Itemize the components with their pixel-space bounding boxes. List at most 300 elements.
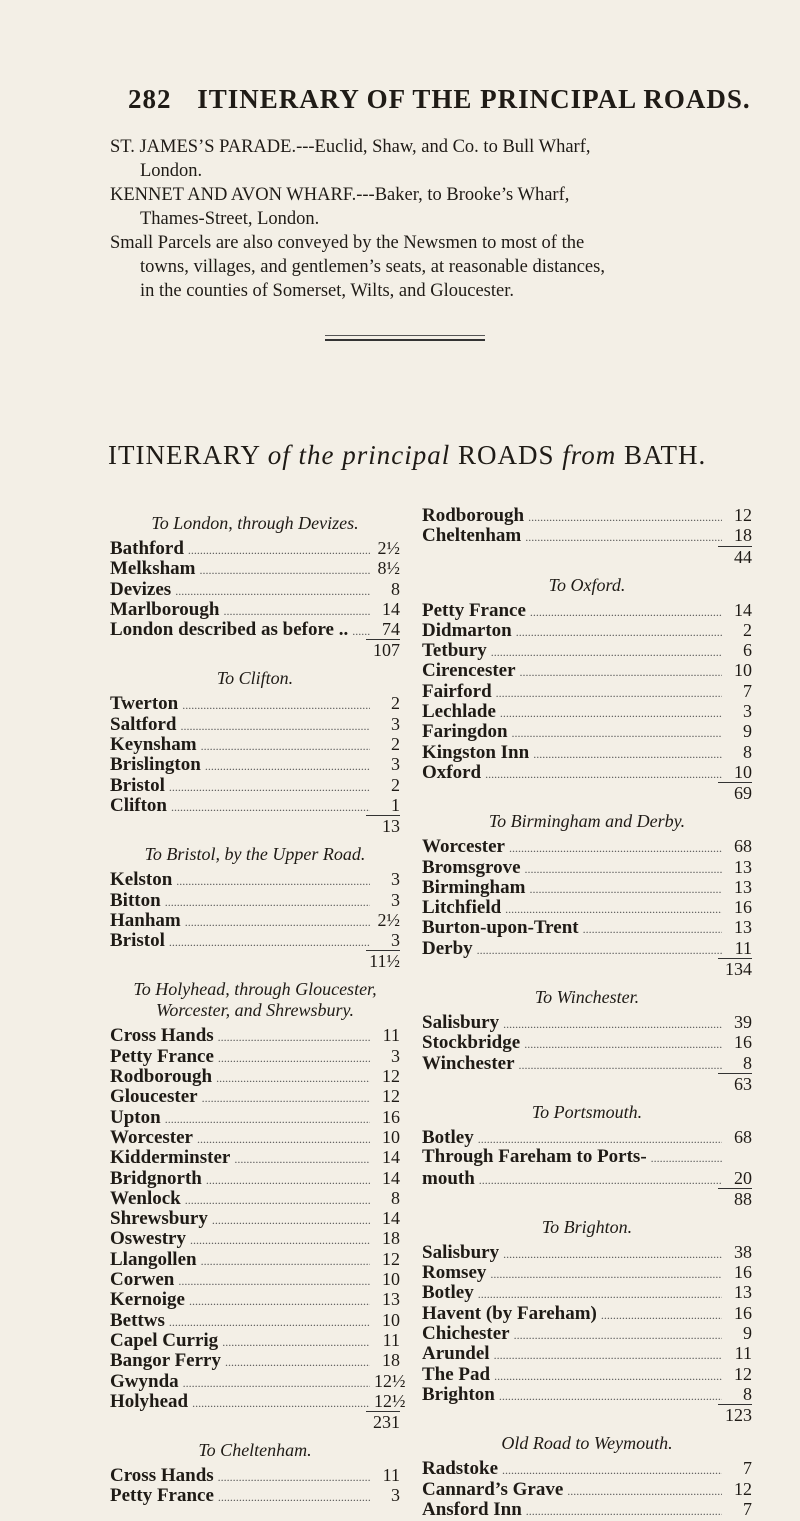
route-stage-row: [422, 1458, 752, 1478]
miles-value: 20: [734, 1167, 752, 1188]
miles-value: 14: [734, 599, 752, 620]
leader-dots: [490, 1264, 722, 1284]
route-stage-row: [110, 1086, 400, 1106]
leader-dots: [169, 1312, 370, 1332]
miles-value: 16: [382, 1106, 400, 1127]
route-stage-row: [422, 1168, 752, 1188]
route-stage-row: [422, 660, 752, 680]
place-name: Shrewsbury: [110, 1208, 208, 1230]
leader-dots: [216, 1068, 370, 1088]
route-stage-row: [422, 917, 752, 937]
leader-dots: [178, 1271, 370, 1291]
miles-value: 16: [734, 1262, 752, 1283]
route-stage-row: [422, 1384, 752, 1404]
place-name: Cirencester: [422, 660, 516, 682]
miles-value: 2: [391, 734, 400, 755]
place-name: Holyhead: [110, 1390, 189, 1412]
miles-value: 14: [382, 1167, 400, 1188]
route-stage-row: [422, 836, 752, 856]
route-stage-row: [110, 754, 400, 774]
leader-dots: [192, 1393, 370, 1413]
place-name: Upton: [110, 1106, 161, 1128]
route-stage-row: [422, 1343, 752, 1363]
place-name: Bristol: [110, 774, 165, 796]
place-name: Rodborough: [422, 505, 525, 526]
route-title: To Cheltenham.: [198, 1440, 312, 1461]
route-stage-row: [110, 619, 400, 639]
leader-dots: [181, 716, 371, 736]
route-stage-row: [110, 869, 400, 889]
miles-value: 10: [734, 761, 752, 782]
place-name: Tetbury: [422, 640, 487, 662]
place-name: Worcester: [110, 1126, 193, 1148]
route-stage-row: [422, 1364, 752, 1384]
leader-dots: [169, 777, 370, 797]
leader-dots: [182, 695, 370, 715]
leader-dots: [234, 1149, 370, 1169]
miles-value: 13: [734, 856, 752, 877]
miles-value: 18: [734, 525, 752, 546]
route-title: To Winchester.: [534, 987, 640, 1008]
route-total: 107: [366, 639, 400, 660]
leader-dots: [496, 683, 722, 703]
leader-dots: [171, 797, 370, 817]
leader-dots: [494, 1366, 722, 1386]
route-title: To Holyhead, through Gloucester, Worcester, and Shrewsbury.: [133, 979, 377, 1021]
miles-value: 13: [734, 917, 752, 938]
miles-value: 2: [391, 774, 400, 795]
route-stage-row: [422, 701, 752, 721]
leader-dots: [516, 622, 722, 642]
title-italic: of the principal: [267, 440, 451, 470]
route-total-row: [422, 782, 752, 803]
place-name: Salisbury: [422, 1241, 500, 1263]
route-stage-row: [110, 599, 400, 619]
place-name: Oswestry: [110, 1228, 186, 1250]
notice-line: towns, villages, and gentlemen’s seats, at reasonable distances,: [140, 257, 605, 277]
route-stage-row: [422, 721, 752, 741]
route-title: To London, through Devizes.: [151, 513, 359, 533]
notices: [110, 135, 750, 303]
leader-dots: [218, 1487, 370, 1507]
miles-value: 13: [382, 1289, 400, 1310]
place-name: Didmarton: [422, 619, 512, 641]
miles-value: 3: [391, 754, 400, 775]
route-stage-row: [110, 1127, 400, 1147]
route-stage-row: [110, 1269, 400, 1289]
place-name: Botley: [422, 1282, 474, 1304]
place-name: Gwynda: [110, 1370, 179, 1392]
leader-dots: [485, 764, 722, 784]
leader-dots: [169, 932, 370, 952]
miles-value: 7: [743, 1498, 752, 1519]
miles-value: 3: [391, 1485, 400, 1506]
route-stage-row: [422, 1479, 752, 1499]
place-name: Saltford: [110, 713, 177, 735]
leader-dots: [478, 1284, 722, 1304]
place-name: Wenlock: [110, 1187, 181, 1209]
route-stage-row: [422, 620, 752, 640]
route-stage-row: [110, 558, 400, 578]
place-name: Petty France: [110, 1045, 214, 1067]
route-stage-row: [422, 1242, 752, 1262]
route-stage-row: [422, 877, 752, 897]
miles-value: 8: [391, 1187, 400, 1208]
place-name: Melksham: [110, 558, 196, 580]
place-name: Kidderminster: [110, 1147, 231, 1169]
leader-dots: [601, 1305, 722, 1325]
route-stage-row: [110, 1066, 400, 1086]
place-name: Radstoke: [422, 1458, 499, 1480]
leader-dots: [525, 527, 722, 547]
place-name: Brighton: [422, 1383, 495, 1405]
place-name: Worcester: [422, 836, 505, 858]
title-place: BATH.: [624, 440, 707, 470]
place-name: Salisbury: [422, 1012, 500, 1034]
leader-dots: [503, 1244, 722, 1264]
route-stage-row: [422, 742, 752, 762]
route-stage-row: [110, 1310, 400, 1330]
notice-line: KENNET AND AVON WHARF.---Baker, to Brooke’s Wharf,: [110, 185, 570, 205]
leader-dots: [176, 871, 370, 891]
route-stage-row: [422, 505, 752, 525]
miles-value: 10: [382, 1309, 400, 1330]
notice-kennet-avon: [110, 183, 750, 231]
miles-value: 3: [743, 701, 752, 722]
leader-dots: [225, 1352, 370, 1372]
leader-dots: [205, 756, 370, 776]
route-stage-row: [110, 1289, 400, 1309]
miles-value: 12: [734, 505, 752, 525]
place-name: Cannard’s Grave: [422, 1478, 564, 1500]
route-title: To Portsmouth.: [531, 1101, 643, 1122]
miles-value: 2: [391, 693, 400, 714]
route-stage-row: [110, 1147, 400, 1167]
route-stage-row: [110, 1188, 400, 1208]
left-column: [110, 505, 406, 1507]
right-column: [422, 505, 752, 1519]
leader-dots: [567, 1481, 722, 1501]
notice-st-james: [110, 135, 750, 183]
route-total: 69: [718, 782, 752, 803]
route-stage-row: [110, 1390, 406, 1412]
place-name: Hanham: [110, 909, 181, 931]
miles-value: 2½: [377, 909, 400, 930]
leader-dots: [525, 859, 722, 879]
route-title: Old Road to Weymouth.: [501, 1433, 673, 1454]
route-total-row: [110, 950, 400, 971]
miles-value: 8: [391, 578, 400, 599]
place-name: Devizes: [110, 578, 172, 600]
leader-dots: [212, 1210, 370, 1230]
route-total-row: [110, 1411, 400, 1432]
route-stage-row: [110, 538, 400, 558]
leader-dots: [503, 1014, 722, 1034]
route-stage-row: [110, 910, 400, 930]
page-number: 282: [128, 84, 172, 114]
leader-dots: [202, 1088, 370, 1108]
leader-dots: [583, 919, 722, 939]
leader-dots: [218, 1048, 370, 1068]
miles-value: 11: [382, 1465, 400, 1486]
miles-value: 6: [743, 640, 752, 661]
title-word: ITINERARY: [108, 440, 260, 470]
place-name: Bristol: [110, 930, 165, 952]
miles-value: 39: [734, 1012, 752, 1033]
route-stage-row: [110, 1208, 400, 1228]
leader-dots: [223, 601, 370, 621]
leader-dots: [189, 1291, 370, 1311]
route-stage-row: [422, 897, 752, 917]
route-total-row: [110, 639, 400, 660]
miles-value: 12½: [374, 1370, 406, 1391]
route-stage-row: [422, 681, 752, 701]
leader-dots: [201, 1251, 370, 1271]
place-name: Burton-upon-Trent: [422, 917, 579, 939]
miles-value: 3: [391, 930, 400, 951]
route-total: 123: [718, 1404, 752, 1425]
route-stage-row: [422, 762, 752, 782]
notice-line: ST. JAMES’S PARADE.---Euclid, Shaw, and Co. to Bull Wharf,: [110, 137, 591, 157]
route-stage-row: [110, 693, 400, 713]
place-name: Faringdon: [422, 721, 508, 743]
route-stage-row: [422, 1282, 752, 1302]
place-name: Bitton: [110, 889, 161, 911]
itinerary-title: [108, 440, 768, 471]
route-stage-row: [110, 1025, 400, 1045]
miles-value: 3: [391, 1045, 400, 1066]
miles-value: 12: [382, 1086, 400, 1107]
leader-dots: [500, 703, 722, 723]
place-name: The Pad: [422, 1363, 491, 1385]
miles-value: 1: [391, 794, 400, 815]
miles-value: 12½: [374, 1390, 406, 1411]
place-name: London described as before ..: [110, 619, 349, 641]
miles-value: 13: [734, 876, 752, 897]
place-name: Ansford Inn: [422, 1498, 522, 1520]
place-name: Marlborough: [110, 598, 220, 620]
place-name: Winchester: [422, 1052, 515, 1074]
place-name: Llangollen: [110, 1248, 197, 1270]
route-total: 88: [718, 1188, 752, 1209]
place-name: Cross Hands: [110, 1025, 214, 1047]
route-stage-row: [110, 1168, 400, 1188]
miles-value: 10: [734, 660, 752, 681]
leader-dots: [520, 662, 722, 682]
leader-dots: [499, 1386, 722, 1406]
route-stage-row: [110, 1350, 400, 1370]
notice-line: London.: [140, 161, 203, 181]
place-name: Cheltenham: [422, 525, 522, 547]
leader-dots: [165, 1109, 370, 1129]
place-name: Chichester: [422, 1323, 510, 1345]
miles-value: 7: [743, 680, 752, 701]
miles-value: 68: [734, 836, 752, 857]
place-name: Petty France: [110, 1485, 214, 1507]
leader-dots: [218, 1467, 370, 1487]
route-total-row: [422, 1188, 752, 1209]
miles-value: 10: [382, 1126, 400, 1147]
route-total-row: [422, 1073, 752, 1094]
miles-value: 12: [734, 1363, 752, 1384]
leader-dots: [491, 642, 722, 662]
miles-value: 2½: [377, 538, 400, 558]
miles-value: 12: [382, 1248, 400, 1269]
leader-dots: [524, 1034, 722, 1054]
place-name: Bangor Ferry: [110, 1350, 221, 1372]
place-name: Derby: [422, 937, 473, 959]
place-name: Bettws: [110, 1309, 165, 1331]
miles-value: 12: [734, 1478, 752, 1499]
place-name: Romsey: [422, 1262, 487, 1284]
place-name: Clifton: [110, 794, 167, 816]
leader-dots: [651, 1148, 722, 1168]
place-name: Brislington: [110, 754, 201, 776]
leader-dots: [512, 723, 722, 743]
leader-dots: [218, 1027, 370, 1047]
leader-dots: [477, 940, 722, 960]
leader-dots: [190, 1230, 370, 1250]
route-stage-row: [110, 714, 400, 734]
title-word: ROADS: [457, 440, 555, 470]
route-stage-row: [422, 1499, 752, 1519]
route-stage-row: [422, 938, 752, 958]
route-stage-row: [110, 775, 400, 795]
route-total-row: [422, 1404, 752, 1425]
route-stage-row: [110, 1046, 400, 1066]
place-name: Kernoige: [110, 1289, 185, 1311]
miles-value: 13: [734, 1282, 752, 1303]
route-stage-row: [422, 1303, 752, 1323]
place-name: mouth: [422, 1167, 475, 1189]
place-name: Capel Currig: [110, 1329, 219, 1351]
leader-dots: [526, 1501, 722, 1521]
place-name: Kelston: [110, 869, 173, 891]
route-title: To Birmingham and Derby.: [488, 811, 686, 832]
route-total-row: [110, 815, 400, 836]
miles-value: 3: [391, 889, 400, 910]
route-stage-row: [110, 1465, 400, 1485]
route-total-row: [422, 958, 752, 979]
place-name: Bathford: [110, 538, 184, 559]
leader-dots: [505, 899, 722, 919]
divider-rule: [325, 339, 485, 341]
miles-value: 11: [734, 1343, 752, 1364]
miles-value: 18: [382, 1350, 400, 1371]
leader-dots: [530, 602, 722, 622]
leader-dots: [529, 879, 722, 899]
route-stage-row: [110, 1485, 400, 1505]
miles-value: 11: [734, 937, 752, 958]
leader-dots: [494, 1345, 722, 1365]
place-name: Havent (by Fareham): [422, 1302, 597, 1324]
route-stage-row: [110, 734, 400, 754]
route-stage-row: [422, 1053, 752, 1073]
leader-dots: [183, 1373, 370, 1393]
place-name: Petty France: [422, 599, 526, 621]
leader-dots: [519, 1055, 722, 1075]
miles-value: 3: [391, 713, 400, 734]
route-stage-row: [422, 1032, 752, 1052]
route-stage-row: [422, 857, 752, 877]
miles-value: 16: [734, 1032, 752, 1053]
place-name: Botley: [422, 1126, 474, 1148]
route-stage-row: [110, 1228, 400, 1248]
notice-line: in the counties of Somerset, Wilts, and Gloucester.: [140, 281, 514, 301]
route-title: To Clifton.: [216, 668, 294, 689]
route-title: To Brighton.: [541, 1216, 633, 1237]
title-italic: from: [562, 440, 617, 470]
running-header: [128, 84, 751, 115]
leader-dots: [502, 1460, 722, 1480]
route-total: 44: [718, 546, 752, 567]
route-stage-row: [110, 1107, 400, 1127]
route-total: 11½: [366, 950, 400, 971]
route-stage-row: [110, 1249, 400, 1269]
route-total-row: [422, 546, 752, 567]
miles-value: 8½: [377, 558, 400, 579]
route-stage-row: [422, 640, 752, 660]
place-name: Kingston Inn: [422, 741, 530, 763]
route-stage-row: [110, 795, 400, 815]
place-name: Corwen: [110, 1269, 175, 1291]
place-name: Litchfield: [422, 897, 502, 919]
route-title: To Oxford.: [548, 574, 626, 595]
miles-value: 11: [382, 1025, 400, 1046]
leader-dots: [514, 1325, 722, 1345]
leader-dots: [479, 1170, 722, 1190]
leader-dots: [185, 912, 370, 932]
leader-dots: [165, 892, 370, 912]
route-stage-row: [422, 1323, 752, 1343]
miles-value: 2: [743, 619, 752, 640]
running-title: ITINERARY OF THE PRINCIPAL ROADS.: [197, 84, 751, 114]
miles-value: 14: [382, 598, 400, 619]
route-stage-row: [110, 1370, 406, 1392]
miles-value: 9: [743, 721, 752, 742]
leader-dots: [352, 621, 370, 641]
miles-value: 18: [382, 1228, 400, 1249]
miles-value: 14: [382, 1208, 400, 1229]
route-stage-row: [110, 579, 400, 599]
place-name: Oxford: [422, 761, 482, 783]
leader-dots: [528, 507, 722, 527]
route-total: 63: [718, 1073, 752, 1094]
miles-value: 38: [734, 1241, 752, 1262]
leader-dots: [175, 581, 370, 601]
miles-value: 10: [382, 1269, 400, 1290]
route-total: 13: [366, 815, 400, 836]
place-name: Cross Hands: [110, 1465, 214, 1487]
miles-value: 14: [382, 1147, 400, 1168]
route-stage-row: [110, 1330, 400, 1350]
place-name: Birmingham: [422, 876, 526, 898]
notice-line: Small Parcels are also conveyed by the Newsmen to most of the: [110, 233, 585, 253]
leader-dots: [222, 1332, 370, 1352]
place-name: Twerton: [110, 693, 179, 715]
leader-dots: [197, 1129, 370, 1149]
miles-value: 68: [734, 1126, 752, 1147]
miles-value: 74: [382, 619, 400, 640]
place-name: Keynsham: [110, 734, 197, 756]
route-stage-row: [422, 1012, 752, 1032]
place-name: Bromsgrove: [422, 856, 521, 878]
place-name: Gloucester: [110, 1086, 198, 1108]
miles-value: 12: [382, 1066, 400, 1087]
leader-dots: [188, 540, 370, 560]
place-name: Fairford: [422, 680, 492, 702]
miles-value: 8: [743, 741, 752, 762]
